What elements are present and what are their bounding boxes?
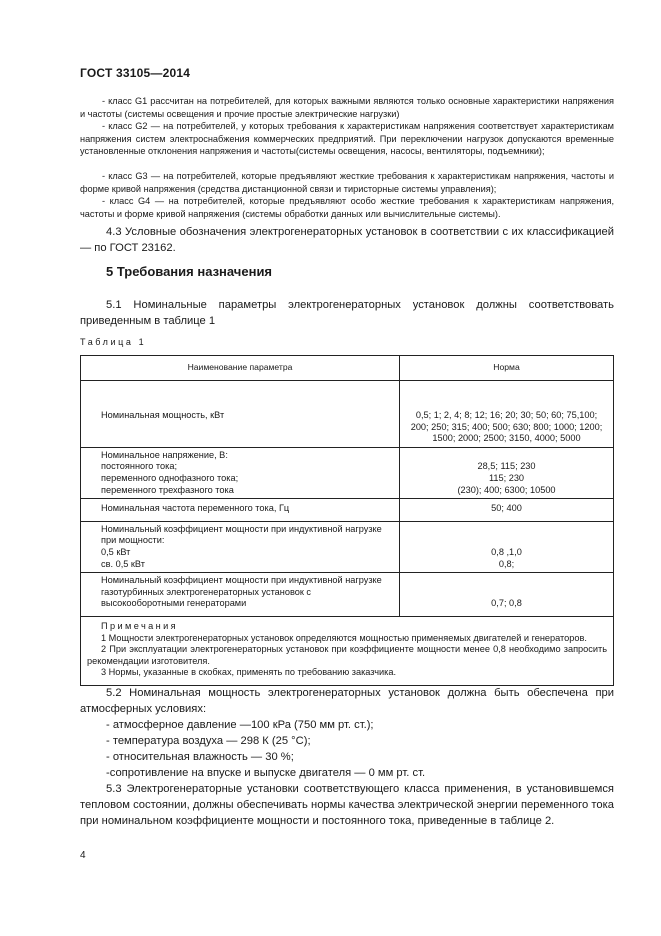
header-norm: Норма [400,356,614,381]
class-g2-paragraph [80,120,614,158]
class-g2-text: - класс G2 — на потребителей, у которых требования к характеристикам напряжения соответствует характеристикам напряжения систем электроснабжения коммерческих предприятий. При переключении нагрузок допускаются временные установленные отклонения напряжения и частоты(системы освещения, насосы, вентиляторы, подъемники); [80,121,614,157]
voltage-3ph-label: переменного трехфазного тока [101,484,234,495]
table-row [81,447,614,498]
pf1-cell [81,521,400,572]
paragraph-5-1-text: 5.1 Номинальные параметры электрогенераторных установок должны соответствовать приведенным в таблице 1 [80,299,614,327]
class-g4-text: - класс G4 — на потребителей, которые предъявляют особо жесткие требования к характеристикам напряжения, частоты и форме кривой напряжения (системы обработки данных или вычислительные системы). [80,196,614,219]
paragraph-4-3 [80,224,614,256]
power-label: Номинальная мощность, кВт [81,381,400,448]
table-notes [81,616,614,685]
freq-value: 50; 400 [400,499,614,522]
freq-label: Номинальная частота переменного тока, Гц [81,499,400,522]
pf1-high-value: 0,8; [498,558,515,569]
voltage-cell [81,447,400,498]
pf2-label: Номинальный коэффициент мощности при индуктивной нагрузке газотурбинных электрогенераторных установок с высокооборотными генераторами [81,573,400,617]
voltage-1ph-label: переменного однофазного тока; [101,472,239,483]
paragraph-5-3-text: 5.3 Электрогенераторные установки соответствующего класса применения, в установившемся тепловом состоянии, должны обеспечивать нормы качества электрической энергии переменного тока при номинальном коэффициенте мощности и постоянного тока, приведенные в таблице 2. [80,783,614,827]
class-g3-paragraph [80,170,614,195]
note-1: 1 Мощности электрогенераторных установок определяются мощностью применяемых двигателей и генераторов. [101,632,587,643]
power-value: 0,5; 1; 2, 4; 8; 12; 16; 20; 30; 50; 60; 75,100; 200; 250; 315; 400; 500; 630; 800; 1000; 1200; 1500; 2000; 2500; 3150, 4000; 5000 [400,381,614,448]
voltage-label: Номинальное напряжение, В: [101,449,228,460]
conditions-list [80,717,614,781]
list-item: -сопротивление на впуске и выпуске двигателя — 0 мм рт. ст. [106,767,426,779]
table-row [81,573,614,617]
table-1-caption: Таблица 1 [80,337,147,347]
table-1 [80,355,614,686]
paragraph-5-2 [80,685,614,717]
pf1-values [400,521,614,572]
list-item: - относительная влажность — 30 %; [106,751,294,763]
pf1-low-value: 0,8 ,1,0 [491,546,522,557]
pf1-label: Номинальный коэффициент мощности при индуктивной нагрузке при мощности: [101,523,382,546]
notes-title: Примечания [101,620,179,631]
pf1-high-label: св. 0,5 кВт [101,558,145,569]
document-header-title: ГОСТ 33105—2014 [80,66,191,80]
table-row [81,381,614,448]
note-3: 3 Нормы, указанные в скобках, применять по требованию заказчика. [101,667,397,678]
paragraph-5-2-text: 5.2 Номинальная мощность электрогенераторных установок должна быть обеспечена при атмосферных условиях: [80,687,614,715]
class-g4-paragraph [80,195,614,220]
note-2: 2 При эксплуатации электрогенераторных установок при коэффициенте мощности менее 0,8 необходимо запросить рекомендации изготовителя. [87,644,607,666]
section-5-title: 5 Требования назначения [106,264,273,279]
list-item: - атмосферное давление —100 кРа (750 мм рт. ст.); [106,719,374,731]
pf2-value: 0,7; 0,8 [400,573,614,617]
table-header-row [81,356,614,381]
paragraph-5-1 [80,297,614,329]
voltage-dc-label: постоянного тока; [101,461,178,472]
page-number: 4 [80,850,86,861]
header-param: Наименование параметра [81,356,400,381]
table-notes-row [81,616,614,685]
voltage-values [400,447,614,498]
class-g1-paragraph [80,95,614,120]
paragraph-5-3 [80,781,614,829]
class-g3-text: - класс G3 — на потребителей, которые предъявляют жесткие требования к характеристикам напряжения, частоты и форме кривой напряжения (средства дистанционной связи и тиристорные системы управления); [80,171,614,194]
list-item: - температура воздуха — 298 К (25 °C); [106,735,311,747]
pf1-low-label: 0,5 кВт [101,546,131,557]
table-row [81,521,614,572]
voltage-3ph-value: (230); 400; 6300; 10500 [457,484,556,495]
voltage-dc-value: 28,5; 115; 230 [477,461,536,472]
table-row [81,499,614,522]
voltage-1ph-value: 115; 230 [488,472,525,483]
class-g1-text: - класс G1 рассчитан на потребителей, для которых важными являются только основные характеристики напряжения и частоты (системы освещения и прочие простые электрические нагрузки) [80,96,614,119]
paragraph-4-3-text: 4.3 Условные обозначения электрогенераторных установок в соответствии с их классификацией — по ГОСТ 23162. [80,226,614,254]
